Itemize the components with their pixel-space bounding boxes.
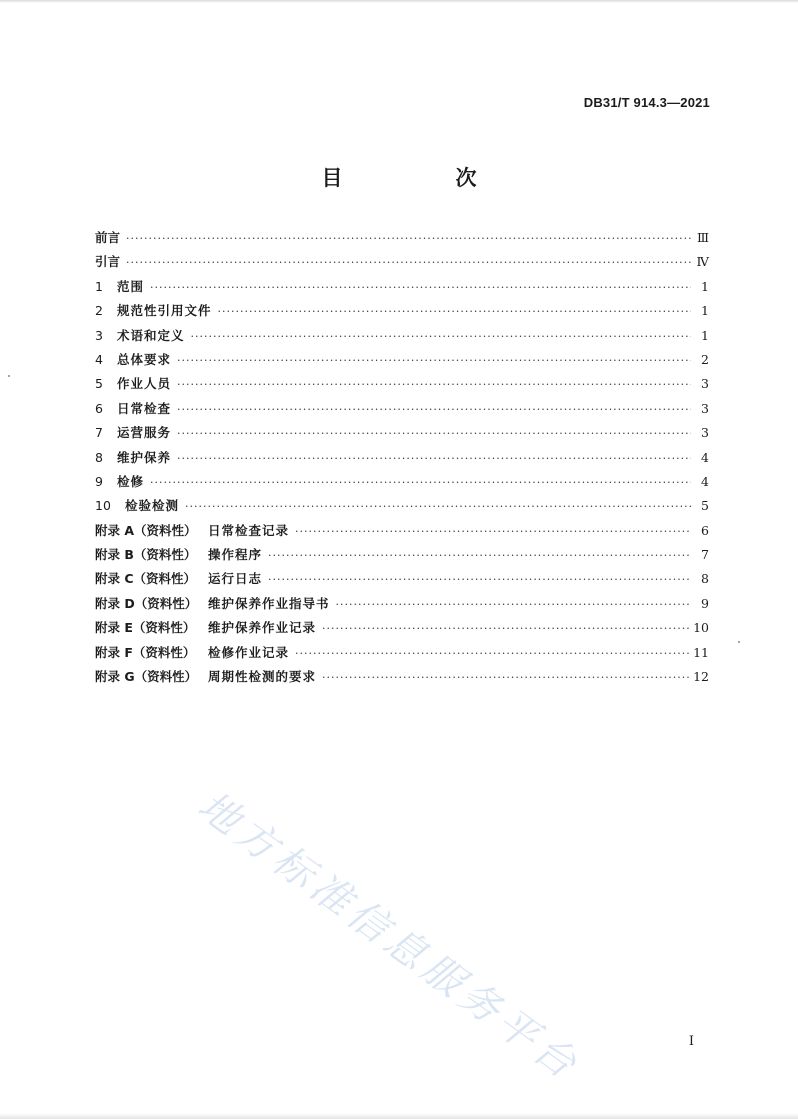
toc-entry-page: 12 — [693, 669, 709, 685]
toc-annex-prefix: 附录 G（资料性） — [95, 669, 198, 685]
toc-entry-label: 总体要求 — [117, 351, 172, 367]
toc-entry-page: 7 — [701, 547, 709, 563]
dot-leader — [177, 427, 691, 440]
toc-entry-page: 5 — [701, 498, 709, 514]
dot-leader — [218, 305, 691, 318]
toc-entry-page: 10 — [693, 620, 709, 636]
toc-entry-page: 4 — [701, 449, 709, 465]
dot-leader — [322, 622, 689, 635]
toc-entry-label: 检验检测 — [125, 498, 180, 514]
toc-entry-number: 4 — [95, 351, 103, 367]
scan-edge-bottom — [0, 1113, 798, 1119]
toc-entry-page: 1 — [701, 278, 709, 294]
toc-entry-page: 2 — [701, 351, 709, 367]
page-number: I — [688, 1034, 694, 1049]
toc-entry-label: 运行日志 — [208, 571, 263, 587]
dot-leader — [185, 500, 691, 513]
toc-annex-prefix: 附录 C（资料性） — [95, 571, 197, 587]
dot-leader — [126, 256, 691, 269]
toc-entry-daily-inspection[interactable] — [95, 399, 709, 423]
toc-entry-maintenance[interactable] — [95, 448, 709, 472]
dot-leader — [268, 573, 691, 586]
toc-entry-number: 10 — [95, 498, 111, 514]
toc-entry-page: 9 — [701, 595, 709, 611]
toc-entry-label: 前言 — [95, 230, 121, 245]
toc-entry-general-requirements[interactable] — [95, 350, 709, 374]
dot-leader — [177, 378, 691, 391]
dot-leader — [336, 598, 691, 611]
toc-entry-page: 3 — [701, 425, 709, 441]
toc-entry-label: 引言 — [95, 254, 121, 270]
toc-entry-number: 3 — [95, 327, 103, 343]
toc-entry-introduction[interactable] — [95, 252, 709, 276]
toc-entry-label: 术语和定义 — [117, 327, 185, 343]
toc-entry-number: 9 — [95, 473, 103, 489]
toc-entry-page: 8 — [701, 571, 709, 587]
toc-entry-page: 4 — [701, 473, 709, 489]
dot-leader — [177, 452, 691, 465]
toc-entry-number: 5 — [95, 376, 103, 392]
toc-entry-operation-service[interactable] — [95, 423, 709, 447]
toc-annex-prefix: 附录 B（资料性） — [95, 547, 197, 563]
toc-entry-label: 维护保养作业记录 — [208, 620, 317, 636]
dot-leader — [295, 647, 689, 660]
toc-entry-label: 周期性检测的要求 — [208, 669, 317, 685]
toc-entry-label: 作业人员 — [117, 376, 172, 392]
toc-entry-label: 日常检查记录 — [208, 522, 290, 538]
dot-leader — [191, 330, 691, 343]
dot-leader — [150, 281, 691, 294]
toc-entry-terms-definitions[interactable] — [95, 326, 709, 350]
toc-entry-label: 操作程序 — [208, 547, 263, 563]
toc-annex-d[interactable] — [95, 594, 709, 618]
toc-entry-label: 运营服务 — [117, 425, 172, 441]
toc-entry-page: 1 — [701, 303, 709, 319]
toc-entry-page: Ⅲ — [696, 230, 709, 245]
toc-entry-number: 2 — [95, 303, 103, 319]
toc-annex-e[interactable] — [95, 618, 709, 642]
toc-entry-number: 6 — [95, 400, 103, 416]
scan-speck — [8, 375, 10, 377]
toc-entry-foreword[interactable] — [95, 228, 709, 252]
toc-entry-label: 维护保养 — [117, 449, 172, 465]
toc-entry-inspection-testing[interactable] — [95, 496, 709, 520]
scan-edge-top — [0, 0, 798, 3]
toc-entry-page: 6 — [701, 522, 709, 538]
toc-annex-b[interactable] — [95, 545, 709, 569]
toc-entry-label: 维护保养作业指导书 — [208, 595, 330, 611]
toc-entry-page: 11 — [693, 644, 709, 660]
toc-entry-number: 1 — [95, 278, 103, 294]
toc-entry-page: 3 — [701, 376, 709, 392]
toc-entry-label: 日常检查 — [117, 400, 172, 416]
dot-leader — [177, 403, 691, 416]
toc-entry-scope[interactable] — [95, 277, 709, 301]
toc-annex-c[interactable] — [95, 569, 709, 593]
toc-entry-label: 检修 — [117, 473, 145, 489]
toc-annex-f[interactable] — [95, 643, 709, 667]
scan-speck — [738, 641, 740, 643]
dot-leader — [268, 549, 691, 562]
toc-entry-number: 8 — [95, 449, 103, 465]
toc-entry-label: 检修作业记录 — [208, 644, 290, 660]
toc-annex-prefix: 附录 E（资料性） — [95, 620, 196, 636]
toc-entry-normative-references[interactable] — [95, 301, 709, 325]
toc-entry-number: 7 — [95, 425, 103, 441]
toc-entry-overhaul[interactable] — [95, 472, 709, 496]
toc-entry-label: 规范性引用文件 — [117, 303, 212, 319]
dot-leader — [150, 476, 691, 489]
dot-leader — [177, 354, 691, 367]
watermark: 地方标准信息服务平台 — [189, 782, 589, 1091]
toc-entry-operators[interactable] — [95, 374, 709, 398]
toc-annex-g[interactable] — [95, 667, 709, 691]
toc-annex-prefix: 附录 A（资料性） — [95, 522, 197, 538]
dot-leader — [322, 671, 689, 684]
toc-entry-page: 1 — [701, 327, 709, 343]
table-of-contents — [95, 228, 709, 691]
toc-annex-prefix: 附录 F（资料性） — [95, 644, 196, 660]
toc-annex-prefix: 附录 D（资料性） — [95, 595, 198, 611]
toc-entry-page: Ⅳ — [696, 254, 709, 270]
toc-entry-label: 范围 — [117, 278, 145, 294]
document-code: DB31/T 914.3—2021 — [583, 95, 710, 110]
dot-leader — [126, 232, 691, 245]
page-title: 目 次 — [321, 166, 523, 190]
toc-annex-a[interactable] — [95, 521, 709, 545]
dot-leader — [295, 525, 691, 538]
toc-entry-page: 3 — [701, 400, 709, 416]
